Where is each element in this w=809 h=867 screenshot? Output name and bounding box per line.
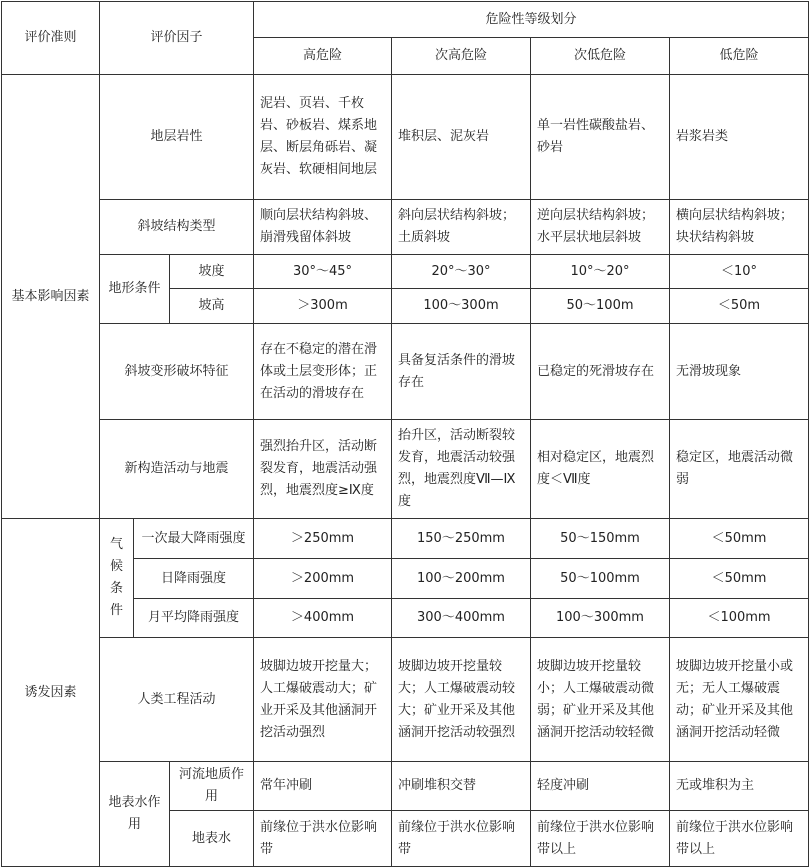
factor-label: 斜坡结构类型 [100, 200, 254, 255]
table-row [2, 420, 809, 519]
table-row [2, 255, 809, 289]
cell-sub-low: 单一岩性碳酸盐岩、砂岩 [531, 75, 670, 200]
subgroup-climate: 气候条件 [100, 519, 134, 638]
risk-grade-table [1, 1, 809, 867]
cell-low: ＜50mm [670, 519, 809, 559]
cell-high: ＞400mm [254, 599, 392, 638]
cell-sub-high: 150～250mm [392, 519, 531, 559]
factor-label: 斜坡变形破坏特征 [100, 324, 254, 420]
cell-high: 常年冲刷 [254, 762, 392, 811]
factor-label: 月平均降雨强度 [134, 599, 254, 638]
cell-low: 无或堆积为主 [670, 762, 809, 811]
table-row [2, 638, 809, 762]
cell-low: ＜10° [670, 255, 809, 289]
table-row [2, 324, 809, 420]
factor-label: 坡度 [170, 255, 254, 289]
cell-low: 横向层状结构斜坡；块状结构斜坡 [670, 200, 809, 255]
cell-sub-high: 斜向层状结构斜坡；土质斜坡 [392, 200, 531, 255]
cell-sub-low: 10°～20° [531, 255, 670, 289]
factor-label: 日降雨强度 [134, 559, 254, 599]
group-basic: 基本影响因素 [2, 75, 100, 519]
table-row [2, 519, 809, 559]
cell-sub-high: 具备复活条件的滑坡存在 [392, 324, 531, 420]
cell-high: 顺向层状结构斜坡、崩滑残留体斜坡 [254, 200, 392, 255]
subgroup-terrain: 地形条件 [100, 255, 170, 324]
cell-high: 坡脚边坡开挖量大；人工爆破震动大；矿业开采及其他涵洞开挖活动强烈 [254, 638, 392, 762]
table-row [2, 200, 809, 255]
group-trigger: 诱发因素 [2, 519, 100, 867]
cell-low: 稳定区，地震活动微弱 [670, 420, 809, 519]
table-row [2, 762, 809, 811]
header-level-sub-high: 次高危险 [392, 38, 531, 75]
cell-sub-high: 100～200mm [392, 559, 531, 599]
cell-high: ＞300m [254, 289, 392, 324]
cell-sub-low: 50～150mm [531, 519, 670, 559]
cell-sub-low: 逆向层状结构斜坡；水平层状地层斜坡 [531, 200, 670, 255]
cell-high: 30°～45° [254, 255, 392, 289]
factor-label: 地表水 [170, 811, 254, 867]
factor-label: 人类工程活动 [100, 638, 254, 762]
header-level-high: 高危险 [254, 38, 392, 75]
header-row-1 [2, 2, 809, 38]
header-criteria: 评价准则 [2, 2, 100, 75]
cell-sub-high: 300～400mm [392, 599, 531, 638]
factor-label: 坡高 [170, 289, 254, 324]
cell-sub-high: 100～300m [392, 289, 531, 324]
cell-low: 前缘位于洪水位影响带以上 [670, 811, 809, 867]
cell-sub-low: 前缘位于洪水位影响带以上 [531, 811, 670, 867]
cell-low: ＜50m [670, 289, 809, 324]
table-row [2, 75, 809, 200]
cell-low: 坡脚边坡开挖量小或无；无人工爆破震动；矿业开采及其他涵洞开挖活动轻微 [670, 638, 809, 762]
cell-low: ＜50mm [670, 559, 809, 599]
header-level-low: 低危险 [670, 38, 809, 75]
cell-sub-low: 相对稳定区，地震烈度＜Ⅶ度 [531, 420, 670, 519]
factor-label: 新构造活动与地震 [100, 420, 254, 519]
cell-high: ＞200mm [254, 559, 392, 599]
cell-high: 强烈抬升区，活动断裂发育，地震活动强烈，地震烈度≥Ⅸ度 [254, 420, 392, 519]
header-grade-division: 危险性等级划分 [254, 2, 809, 38]
subgroup-surface-water: 地表水作用 [100, 762, 170, 867]
cell-sub-low: 已稳定的死滑坡存在 [531, 324, 670, 420]
cell-sub-high: 堆积层、泥灰岩 [392, 75, 531, 200]
cell-high: 前缘位于洪水位影响带 [254, 811, 392, 867]
cell-low: 岩浆岩类 [670, 75, 809, 200]
cell-sub-high: 抬升区，活动断裂较发育，地震活动较强烈，地震烈度Ⅶ—Ⅸ度 [392, 420, 531, 519]
factor-label: 河流地质作用 [170, 762, 254, 811]
cell-sub-high: 坡脚边坡开挖量较大；人工爆破震动较大；矿业开采及其他涵洞开挖活动较强烈 [392, 638, 531, 762]
cell-high: ＞250mm [254, 519, 392, 559]
cell-high: 存在不稳定的潜在滑体或土层变形体；正在活动的滑坡存在 [254, 324, 392, 420]
cell-high: 泥岩、页岩、千枚岩、砂板岩、煤系地层、断层角砾岩、凝灰岩、软硬相间地层 [254, 75, 392, 200]
factor-label: 一次最大降雨强度 [134, 519, 254, 559]
factor-label: 地层岩性 [100, 75, 254, 200]
cell-sub-low: 50～100mm [531, 559, 670, 599]
cell-sub-high: 20°～30° [392, 255, 531, 289]
cell-low: ＜100mm [670, 599, 809, 638]
header-factor: 评价因子 [100, 2, 254, 75]
cell-sub-low: 50～100m [531, 289, 670, 324]
cell-sub-low: 坡脚边坡开挖量较小；人工爆破震动微弱；矿业开采及其他涵洞开挖活动较轻微 [531, 638, 670, 762]
cell-low: 无滑坡现象 [670, 324, 809, 420]
cell-sub-high: 冲刷堆积交替 [392, 762, 531, 811]
cell-sub-high: 前缘位于洪水位影响带 [392, 811, 531, 867]
cell-sub-low: 轻度冲刷 [531, 762, 670, 811]
cell-sub-low: 100～300mm [531, 599, 670, 638]
header-level-sub-low: 次低危险 [531, 38, 670, 75]
